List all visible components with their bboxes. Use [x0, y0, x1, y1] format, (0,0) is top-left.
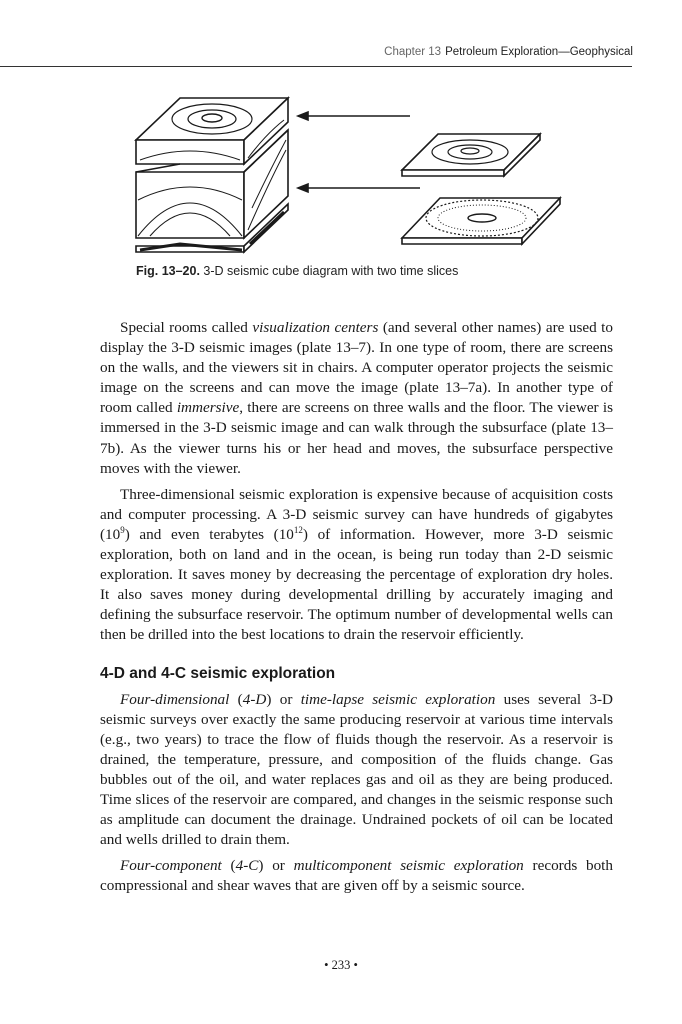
text-run: , there are screens on three walls and the floor. The viewer is immersed in the 3-D seismic image and can walk through the subsurface (plate 13–7b). As the viewer turns his or her head and moves, the subsurface perspective moves with the viewer. — [100, 399, 613, 477]
paragraph-4c-seismic — [100, 856, 613, 896]
figure-label: Fig. 13–20. — [136, 264, 200, 278]
running-head — [384, 46, 633, 58]
term-4d: 4-D — [242, 690, 267, 708]
figure-caption — [136, 264, 458, 278]
term-four-component: Four-component — [120, 857, 222, 875]
text-run: ( — [229, 690, 243, 708]
chapter-title: Petroleum Exploration—Geophysical — [445, 46, 633, 58]
text-run: ) or — [258, 857, 294, 875]
body-text — [100, 318, 613, 897]
superscript: 12 — [293, 524, 303, 535]
text-run: ( — [221, 857, 236, 875]
paragraph-visualization-centers — [100, 318, 613, 479]
text-run: ) of information. However, more 3-D seismic exploration, both on land and in the ocean, is being run today than 2-D seismic exploration. It saves money by decreasing the percentage of exploration dry holes. It also saves money during developmental drilling by accurately imaging and defining the subsurface reservoir. The optimum number of developmental wells can then be drilled into the best locations to drain the reservoir efficiently. — [100, 525, 613, 644]
page-number: • 233 • — [324, 958, 358, 972]
seismic-cube-diagram-icon — [120, 90, 580, 260]
text-run: Three-dimensional seismic exploration is expensive because of acquisition costs and computer processing. A 3-D seismic survey can have hundreds of gigabytes (10 — [100, 485, 613, 543]
figure-caption-text: 3-D seismic cube diagram with two time slices — [203, 264, 459, 278]
superscript: 9 — [120, 524, 125, 535]
term-multicomponent: multicomponent seismic exploration — [293, 857, 524, 875]
term-time-lapse: time-lapse seismic exploration — [300, 690, 496, 708]
text-run: ) or — [266, 690, 301, 708]
term-immersive: immersive — [176, 399, 240, 417]
paragraph-3d-cost — [100, 485, 613, 646]
text-run: records both compressional and shear waves that are given off by a seismic source. — [100, 857, 613, 895]
chapter-number: Chapter 13 — [384, 46, 442, 58]
term-visualization-centers: visualization centers — [252, 319, 379, 336]
text-run: ) and even terabytes (10 — [124, 525, 294, 543]
text-run: uses several 3-D seismic surveys over exactly the same producing reservoir at various time intervals (e.g., two years) to trace the flow of fluids though the reservoir. As a reservoir is drained, the temperature, pressure, and composition of the fluids change. Gas bubbles out of the oil, and water replaces gas and oil as they are being produced. Time slices of the reservoir are compared, and changes in the seismic response such as amplitude can document the drainage. Undrained pockets of oil can be located and wells drilled to drain them. — [100, 690, 614, 849]
term-four-dimensional: Four-dimensional — [120, 690, 230, 708]
figure — [120, 90, 580, 260]
section-heading: 4-D and 4-C seismic exploration — [100, 664, 336, 682]
text-run: (and several other names) are used to display the 3-D seismic images (plate 13–7). In one type of room, there are screens on the walls, and the viewers sit in chairs. A computer operator projects the seismic image on the screens and can move the image (plate 13–7a). In another type of room called — [100, 319, 613, 417]
paragraph-4d-seismic — [100, 690, 613, 851]
term-4c: 4-C — [235, 857, 259, 875]
header-rule — [0, 66, 632, 67]
text-run: Special rooms called — [120, 319, 253, 336]
